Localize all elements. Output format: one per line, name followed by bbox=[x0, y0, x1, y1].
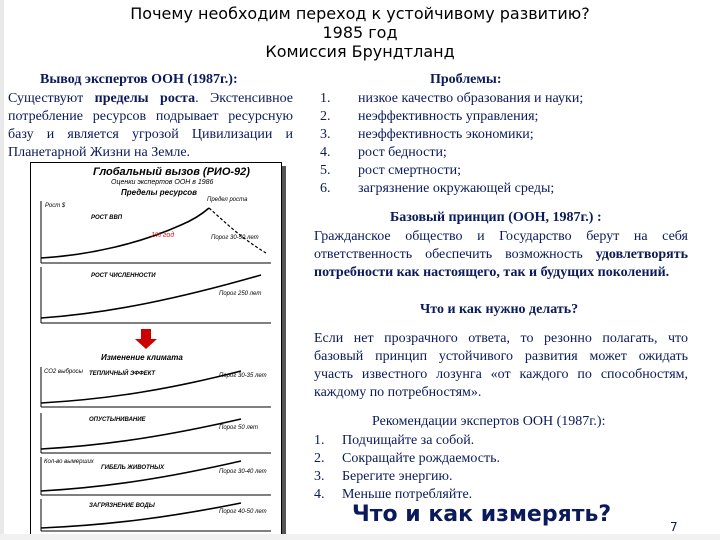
desertification-label: ОПУСТЫНИВАНИЕ bbox=[89, 417, 146, 423]
conclusion-text-end: . Экстенсивное потребление ресурсов подрывает ресурсную базу и является угрозой Цивилизации и Планетарной Жизни на Земле. bbox=[8, 91, 293, 160]
panel-population bbox=[41, 267, 271, 323]
figure-title: Глобальный вызов (РИО-92) bbox=[93, 166, 250, 178]
water-label: ЗАГРЯЗНЕНИЕ ВОДЫ bbox=[89, 503, 155, 509]
base-principle-bold: удовлетворять потребности как настоящего, так и будущих поколений. bbox=[314, 247, 688, 280]
gdp-decline-curve bbox=[209, 208, 266, 253]
what-to-do-question: Что и как нужно делать? bbox=[420, 302, 579, 317]
gdp-threshold-ann: Порог 30-50 лет bbox=[211, 235, 259, 241]
panel-greenhouse bbox=[41, 367, 271, 407]
population-label: РОСТ ЧИСЛЕННОСТИ bbox=[91, 273, 156, 279]
gdp-label: РОСТ ВВП bbox=[91, 215, 123, 221]
what-to-measure-title: Что и как измерять? bbox=[352, 502, 612, 527]
global-challenge-figure bbox=[30, 162, 282, 536]
conclusion-text-bold: пределы роста bbox=[94, 91, 196, 106]
list-item: 3. неэффективность экономики; bbox=[320, 127, 534, 142]
list-item: 2. неэффективность управления; bbox=[320, 109, 539, 124]
water-threshold-ann: Порог 40-50 лет bbox=[219, 509, 267, 515]
slide-bottom-bar bbox=[0, 534, 720, 540]
figure-subtitle-2: Пределы ресурсов bbox=[121, 188, 197, 197]
page-number: 7 bbox=[670, 520, 678, 534]
panel-animals bbox=[41, 457, 271, 495]
climate-arrow bbox=[101, 329, 183, 362]
gdp-rate: 1% год bbox=[151, 232, 175, 239]
figure-subtitle: Оценки экспертов ООН в 1986 bbox=[111, 179, 214, 186]
animals-ylabel: Кол-во вымерших bbox=[44, 459, 94, 465]
conditional-text: Если нет прозрачного ответа, то резонно полагать, что базовый принцип устойчивого развития может ожидать участь известного лозунга «от каждого по способностям, каждому по потребностям». bbox=[314, 331, 688, 400]
problems-list bbox=[312, 90, 583, 198]
panel-gdp bbox=[41, 197, 271, 263]
list-item: 3. Берегите энергию. bbox=[314, 469, 453, 484]
gdp-limit-ann: Предел роста bbox=[207, 197, 248, 203]
animals-threshold-ann: Порог 30-40 лет bbox=[219, 469, 267, 475]
figure-graphic bbox=[31, 163, 281, 535]
list-item: 2. Сокращайте рождаемость. bbox=[314, 451, 500, 466]
title-line-3: Комиссия Брундтланд bbox=[265, 42, 455, 61]
base-principle-text bbox=[314, 228, 688, 282]
title-line-1: Почему необходим переход к устойчивому развитию? bbox=[130, 4, 590, 23]
list-item: 5. рост смертности; bbox=[320, 163, 461, 178]
slide-title bbox=[0, 4, 720, 61]
panel-water bbox=[41, 499, 271, 531]
list-item: 1. низкое качество образования и науки; bbox=[320, 91, 584, 106]
greenhouse-threshold-ann: Порог 30-35 лет bbox=[219, 373, 267, 379]
problems-heading: Проблемы: bbox=[430, 72, 502, 87]
list-item: 6. загрязнение окружающей среды; bbox=[320, 181, 555, 196]
panel-desertification bbox=[41, 413, 271, 453]
greenhouse-ylabel: СО2 выбросы bbox=[44, 369, 83, 375]
un-conclusion-heading: Вывод экспертов ООН (1987г.): bbox=[40, 72, 238, 87]
recommendations-heading: Рекомендации экспертов ООН (1987г.): bbox=[372, 414, 606, 429]
gdp-ylabel: Рост $ bbox=[45, 203, 66, 209]
title-line-2: 1985 год bbox=[322, 23, 398, 42]
recommendations-list bbox=[314, 432, 500, 504]
list-item: 4. Меньше потребляйте. bbox=[314, 487, 473, 502]
animals-label: ГИБЕЛЬ ЖИВОТНЫХ bbox=[101, 465, 165, 471]
un-conclusion-text bbox=[8, 90, 293, 162]
slide-left-border bbox=[0, 0, 4, 540]
desertification-threshold-ann: Порог 50 лет bbox=[219, 425, 258, 431]
base-principle-plain: Гражданское общество и Государство берут на себя ответственность обеспечить возможность bbox=[314, 229, 688, 262]
list-item: 1. Подчищайте за собой. bbox=[314, 433, 475, 448]
desertification-curve bbox=[41, 419, 241, 449]
base-principle-heading: Базовый принцип (ООН, 1987г.) : bbox=[390, 210, 602, 225]
conclusion-text-start: Существуют bbox=[8, 91, 95, 106]
climate-change-label: Изменение климата bbox=[101, 353, 183, 362]
population-threshold-ann: Порог 250 лет bbox=[219, 291, 262, 297]
greenhouse-label: ТЕПЛИЧНЫЙ ЭФФЕКТ bbox=[89, 371, 156, 377]
gdp-curve bbox=[41, 208, 209, 258]
list-item: 4. рост бедности; bbox=[320, 145, 447, 160]
